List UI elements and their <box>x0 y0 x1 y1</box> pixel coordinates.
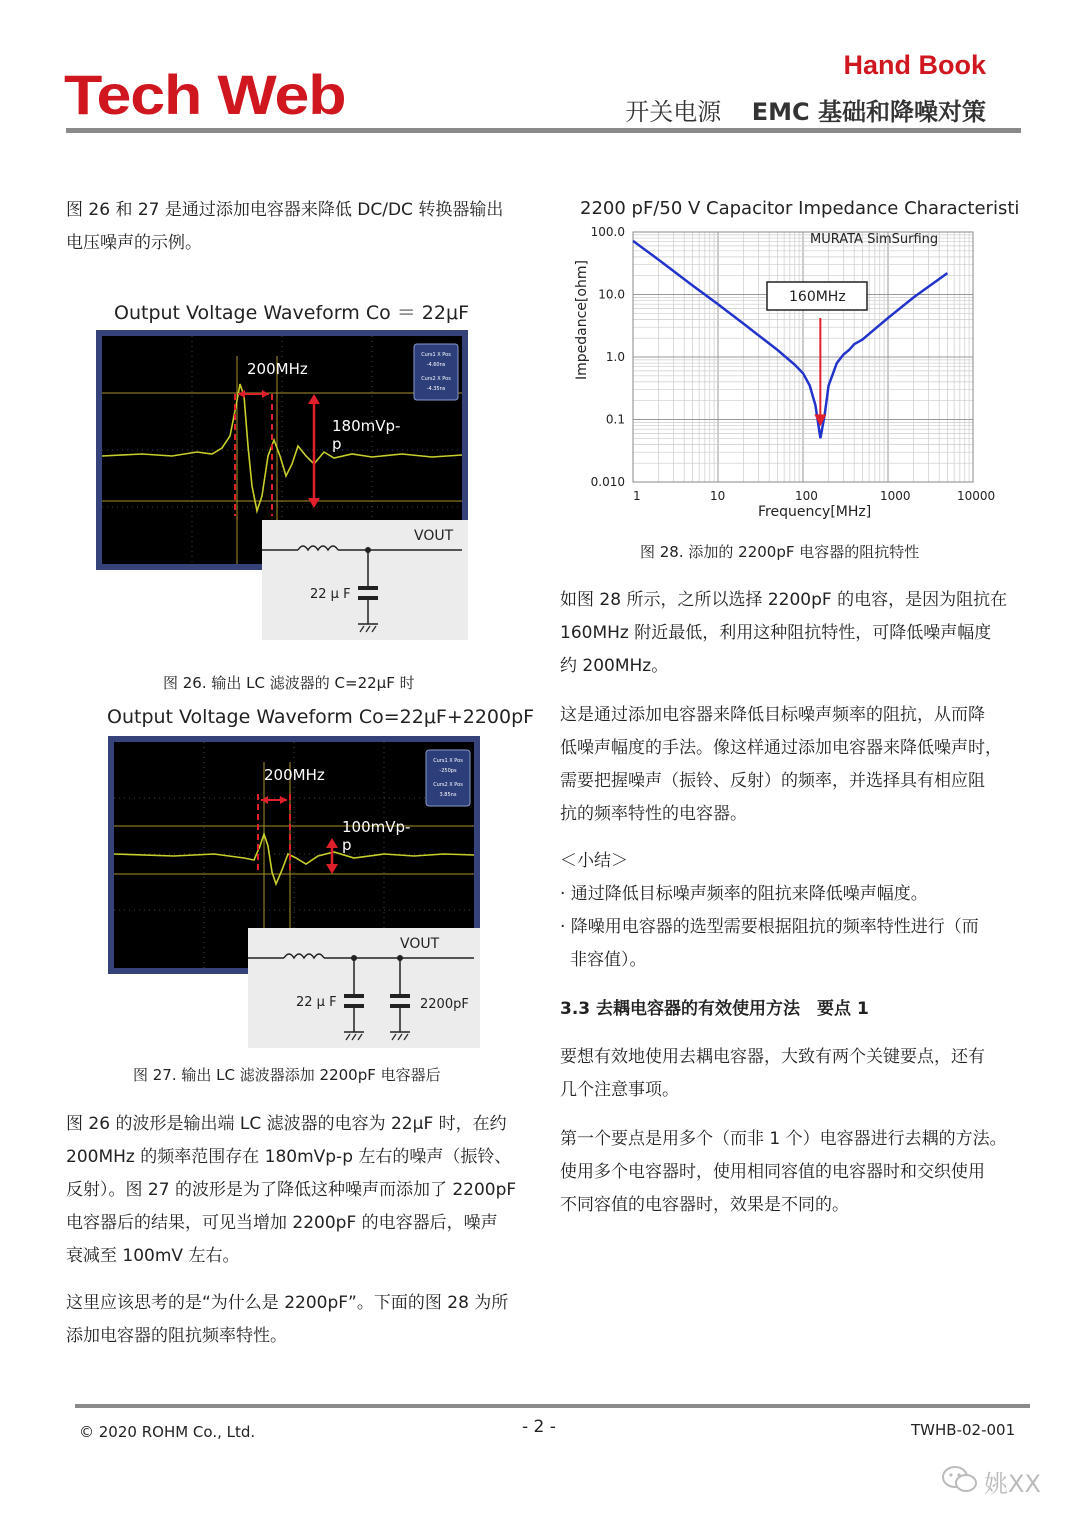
readout-line: Curs1 X Pos <box>433 758 463 764</box>
capacitor-label: 22 μ F <box>296 995 337 1010</box>
y-tick-label: 100.0 <box>590 225 625 239</box>
decoupling-intro-paragraph <box>560 1041 1020 1107</box>
subtitle-chapter: EMC 基础和降噪对策 <box>751 98 986 126</box>
impedance-curve <box>633 241 947 438</box>
x-tick-label: 10000 <box>957 489 996 503</box>
x-tick-label: 1000 <box>880 489 911 503</box>
fig26-caption: 图 26. 输出 LC 滤波器的 C=22μF 时 <box>163 674 415 692</box>
fig27-caption: 图 27. 输出 LC 滤波器添加 2200pF 电容器后 <box>133 1066 441 1084</box>
text-line: 使用多个电容器时，使用相同容值的电容器时和交织使用 <box>560 1162 985 1182</box>
document-subtitle <box>625 92 986 127</box>
text-line: 需要把握噪声（振铃、反射）的频率，并选择具有相应阻 <box>560 771 985 791</box>
header-divider <box>66 128 1021 133</box>
fig26-amp-label: 180mVp- <box>332 417 401 435</box>
capacitor2-label: 2200pF <box>420 997 469 1012</box>
y-tick-label: 10.0 <box>598 287 625 302</box>
wechat-watermark <box>940 1460 1050 1500</box>
fig26-amp-label-cont: p <box>332 435 342 453</box>
text-line: 约 200MHz。 <box>560 656 669 676</box>
fig28-caption: 图 28. 添加的 2200pF 电容器的阻抗特性 <box>640 543 920 561</box>
document-code: TWHB-02-001 <box>911 1421 1016 1439</box>
fig27-freq-label: 200MHz <box>264 766 325 784</box>
subtitle-topic: 开关电源 <box>625 98 722 126</box>
summary-heading: ＜小结＞ <box>560 851 628 871</box>
text-line: 第一个要点是用多个（而非 1 个）电容器进行去耦的方法。 <box>560 1129 1007 1149</box>
footer-divider <box>75 1404 1030 1408</box>
chart-watermark: MURATA SimSurfing <box>810 232 939 247</box>
y-tick-label: 0.1 <box>605 412 625 427</box>
readout-line: Curs2 X Pos <box>433 782 463 788</box>
text-line: 要想有效地使用去耦电容器，大致有两个关键要点，还有 <box>560 1047 985 1067</box>
readout-line: -250ps <box>439 768 457 774</box>
copyright: © 2020 ROHM Co., Ltd. <box>79 1423 256 1441</box>
handbook-title: Hand Book <box>843 50 986 80</box>
chart-title: 2200 pF/50 V Capacitor Impedance Characteristic <box>580 198 1020 219</box>
wechat-name: 姚XX <box>984 1470 1041 1498</box>
text-line: 低噪声幅度的手法。像这样通过添加电容器来降低噪声时， <box>560 738 1002 758</box>
text-line: 不同容值的电容器时，效果是不同的。 <box>560 1195 849 1215</box>
fig27-amp-label-cont: p <box>342 836 352 854</box>
text-line: 衰减至 100mV 左右。 <box>66 1246 240 1266</box>
text-line: 添加电容器的阻抗频率特性。 <box>66 1326 287 1346</box>
fig27-lc-schematic <box>248 928 480 1048</box>
summary-bullet: · 降噪用电容器的选型需要根据阻抗的频率特性进行（而 <box>560 917 979 937</box>
fig27-title: Output Voltage Waveform Co=22μF+2200pF <box>107 706 535 728</box>
technique-paragraph <box>560 699 1020 831</box>
text-line: 图 26 的波形是输出端 LC 滤波器的电容为 22μF 时，在约 <box>66 1114 507 1134</box>
text-line: 图 26 和 27 是通过添加电容器来降低 DC/DC 转换器输出 <box>66 200 504 220</box>
fig26-title: Output Voltage Waveform Co ＝ 22μF <box>114 302 469 324</box>
section-heading: 3.3 去耦电容器的有效使用方法 要点 1 <box>560 999 869 1019</box>
y-tick-label: 0.010 <box>590 475 625 489</box>
text-line: 这里应该思考的是“为什么是 2200pF”。下面的图 28 为所 <box>66 1293 509 1313</box>
text-line: 反射）。图 27 的波形是为了降低这种噪声而添加了 2200pF <box>66 1180 517 1200</box>
text-line: 抗的频率特性的电容器。 <box>560 804 747 824</box>
why-2200pf-paragraph <box>66 1287 526 1353</box>
readout-line: Curs1 X Pos <box>421 352 451 358</box>
vout-label: VOUT <box>414 528 454 544</box>
chart-annotation: 160MHz <box>789 289 846 305</box>
intro-paragraph <box>66 194 526 260</box>
lc-circuit <box>248 928 480 1048</box>
first-point-paragraph <box>560 1123 1020 1222</box>
summary-section <box>560 845 1020 977</box>
fig26-freq-label: 200MHz <box>247 360 308 378</box>
text-line: 电容器后的结果，可见当增加 2200pF 的电容器后，噪声 <box>66 1213 498 1233</box>
y-axis-label: Impedance[ohm] <box>574 260 590 380</box>
fig26-lc-schematic <box>262 520 468 640</box>
x-tick-label: 10 <box>710 489 726 503</box>
lc-circuit <box>262 520 468 640</box>
summary-bullet: · 通过降低目标噪声频率的阻抗来降低噪声幅度。 <box>560 884 928 904</box>
readout-line: -4.60ns <box>426 362 446 368</box>
text-line: 这是通过添加电容器来降低目标噪声频率的阻抗，从而降 <box>560 705 985 725</box>
y-tick-label: 1.0 <box>605 350 625 364</box>
text-line: 200MHz 的频率范围存在 180mVp-p 左右的噪声（振铃、 <box>66 1147 512 1167</box>
text-line: 160MHz 附近最低，利用这种阻抗特性，可降低噪声幅度 <box>560 623 992 643</box>
techweb-logo: Tech Web <box>64 63 346 126</box>
readout-line: 3.85ns <box>439 792 457 798</box>
summary-bullet-cont: 非容值）。 <box>570 950 647 970</box>
readout-line: -4.35ns <box>426 386 446 392</box>
fig27-amp-label: 100mVp- <box>342 818 411 836</box>
page-number: - 2 - <box>522 1417 556 1437</box>
text-line: 几个注意事项。 <box>560 1080 679 1100</box>
x-tick-label: 100 <box>795 489 818 503</box>
text-line: 电压噪声的示例。 <box>66 233 202 253</box>
wechat-icon <box>940 1464 980 1496</box>
fig28-impedance-chart <box>560 190 1020 530</box>
fig28-explanation-paragraph <box>560 584 1020 683</box>
capacitor-label: 22 μ F <box>310 587 351 602</box>
fig-explanation-paragraph <box>66 1108 526 1273</box>
x-tick-label: 1 <box>633 489 641 503</box>
x-axis-label: Frequency[MHz] <box>758 504 872 520</box>
vout-label: VOUT <box>400 936 440 952</box>
readout-line: Curs2 X Pos <box>421 376 451 382</box>
impedance-plot <box>560 190 1020 530</box>
text-line: 如图 28 所示，之所以选择 2200pF 的电容，是因为阻抗在 <box>560 590 1008 610</box>
